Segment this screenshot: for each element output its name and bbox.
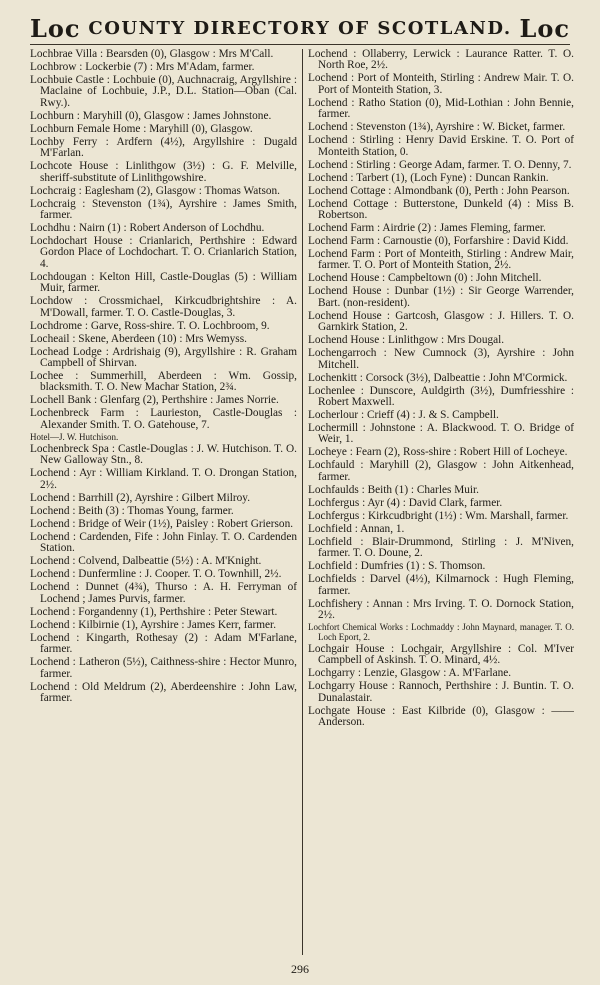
directory-entry: Lochfauld : Maryhill (2), Glasgow : John Aitkenhead, farmer. xyxy=(308,459,574,483)
directory-entry: Lochfield : Blair-Drummond, Stirling : J. M'Niven, farmer. T. O. Doune, 2. xyxy=(308,535,574,560)
directory-entry: Lochfaulds : Beith (1) : Charles Muir. xyxy=(308,483,479,496)
directory-entry: Lochend : Old Meldrum (2), Aberdeenshire : John Law, farmer. xyxy=(30,680,297,704)
directory-entry: Lochgair House : Lochgair, Argyllshire : Col. M'Iver Campbell of Askinsh. T. O. Minard, 4½. xyxy=(308,642,574,667)
directory-entry: Lochdougan : Kelton Hill, Castle-Douglas (5) : William Muir, farmer. xyxy=(30,270,297,295)
directory-entry: Lochburn : Maryhill (0), Glasgow : James Johnstone. xyxy=(30,109,272,122)
right-column xyxy=(302,49,574,955)
directory-entry: Lochbrow : Lockerbie (7) : Mrs M'Adam, farmer. xyxy=(30,61,255,73)
directory-entry: Lochend Cottage : Almondbank (0), Perth : John Pearson. xyxy=(308,184,570,197)
directory-entry: Locherlour : Crieff (4) : J. & S. Campbell. xyxy=(308,409,499,422)
directory-entry: Lochend : Cardenden, Fife : John Finlay. T. O. Cardenden Station. xyxy=(30,530,297,555)
directory-entry: Lochend : Stevenston (1¾), Ayrshire : W. Bicket, farmer. xyxy=(308,121,566,134)
directory-entry: Locheail : Skene, Aberdeen (10) : Mrs Wemyss. xyxy=(30,332,247,345)
directory-entry: Lochdrome : Garve, Ross-shire. T. O. Lochbroom, 9. xyxy=(30,319,270,332)
directory-entry: Lochenbreck Spa : Castle-Douglas : J. W. Hutchison. T. O. New Galloway Stn., 8. xyxy=(30,443,297,467)
directory-entry: Lochgate House : East Kilbride (0), Glasgow : —— Anderson. xyxy=(308,704,574,729)
directory-entry: Lochfields : Darvel (4½), Kilmarnock : Hugh Fleming, farmer. xyxy=(308,573,574,597)
directory-entry: Lochend : Latheron (5½), Caithness-shire : Hector Munro, farmer. xyxy=(30,656,297,680)
directory-entry: Lochenbreck Farm : Laurieston, Castle-Douglas : Alexander Smith. T. O. Gatehouse, 7. xyxy=(30,407,297,431)
directory-entry: Lochead Lodge : Ardrishaig (9), Argyllshire : R. Graham Campbell of Shirvan. xyxy=(30,345,297,370)
directory-entry: Lochee : Summerhill, Aberdeen : Wm. Gossip, blacksmith. T. O. New Machar Station, 2¾. xyxy=(30,370,297,394)
directory-entry: Lochend : Colvend, Dalbeattie (5½) : A. M'Knight. xyxy=(30,555,262,568)
directory-entry: Lochend : Port of Monteith, Stirling : Andrew Mair. T. O. Port of Monteith Station, 3. xyxy=(308,72,574,96)
page-number: 296 xyxy=(291,962,309,976)
directory-entry: Lochenlee : Dunscore, Auldgirth (3½), Dumfriesshire : Robert Maxwell. xyxy=(308,384,574,409)
directory-entry: Lochby Ferry : Ardfern (4½), Argyllshire : Dugald M'Farlan. xyxy=(30,135,297,160)
directory-entry: Lochdow : Crossmichael, Kirkcudbrightshire : A. M'Dowall, farmer. T. O. Castle-Douglas, 3. xyxy=(30,295,297,319)
directory-entry: Lochend : Stirling : George Adam, farmer. T. O. Denny, 7. xyxy=(308,158,572,171)
directory-entry: Lochend : Ayr : William Kirkland. T. O. Drongan Station, 2½. xyxy=(30,467,297,491)
header-left-key: Loc xyxy=(30,13,81,43)
directory-entry: Lochend Cottage : Butterstone, Dunkeld (4) : Miss B. Robertson. xyxy=(308,197,574,222)
entry-columns xyxy=(30,49,575,955)
header-title: COUNTY DIRECTORY OF SCOTLAND. xyxy=(88,17,512,39)
left-column xyxy=(30,49,302,955)
directory-entry: Lochend : Dunfermline : J. Cooper. T. O. Townhill, 2½. xyxy=(30,568,282,581)
directory-entry: Lochend : Forgandenny (1), Perthshire : Peter Stewart. xyxy=(30,605,278,618)
directory-entry: Lochend House : Dunbar (1½) : Sir George Warrender, Bart. (non-resident). xyxy=(308,285,574,309)
directory-entry: Lochend House : Campbeltown (0) : John Mitchell. xyxy=(308,272,542,285)
directory-entry: Hotel—J. W. Hutchison. xyxy=(30,431,119,442)
directory-entry: Lochdochart House : Crianlarich, Perthshire : Edward Gordon Place of Lochdochart. T. O. Crianlarich Station, 4. xyxy=(30,235,297,270)
directory-entry: Lochbuie Castle : Lochbuie (0), Auchnacraig, Argyllshire : Maclaine of Lochbuie, J.P., D.L. Station—Oban (Cal. Rwy.). xyxy=(30,74,297,109)
directory-entry: Lochend : Ollaberry, Lerwick : Laurance Ratter. T. O. North Roe, 2½. xyxy=(308,49,574,72)
directory-entry: Lochcraig : Stevenston (1¾), Ayrshire : James Smith, farmer. xyxy=(30,197,297,222)
directory-entry: Lochend : Kilbirnie (1), Ayrshire : James Kerr, farmer. xyxy=(30,618,277,631)
directory-entry: Lochend : Ratho Station (0), Mid-Lothian : John Bennie, farmer. xyxy=(308,96,574,121)
page-header xyxy=(30,12,570,45)
directory-entry: Lochend Farm : Airdrie (2) : James Fleming, farmer. xyxy=(308,222,546,235)
directory-entry: Lochburn Female Home : Maryhill (0), Glasgow. xyxy=(30,122,253,135)
directory-entry: Lochend Farm : Carnoustie (0), Forfarshire : David Kidd. xyxy=(308,235,569,248)
directory-entry: Lochend : Kingarth, Rothesay (2) : Adam M'Farlane, farmer. xyxy=(30,631,297,656)
directory-entry: Lochend : Stirling : Henry David Erskine. T. O. Port of Monteith Station, 0. xyxy=(308,134,574,158)
directory-entry: Lochcote House : Linlithgow (3½) : G. F. Melville, sheriff-substitute of Linlithgowshire. xyxy=(30,160,297,184)
directory-entry: Lochend : Barrhill (2), Ayrshire : Gilbert Milroy. xyxy=(30,491,251,504)
directory-entry: Lochbrae Villa : Bearsden (0), Glasgow : Mrs M'Call. xyxy=(30,49,274,60)
directory-entry: Locheye : Fearn (2), Ross-shire : Robert Hill of Locheye. xyxy=(308,446,568,459)
directory-entry: Lochend : Beith (3) : Thomas Young, farmer. xyxy=(30,504,234,517)
directory-entry: Lochend House : Linlithgow : Mrs Dougal. xyxy=(308,334,505,347)
directory-entry: Lochend : Dunnet (4¾), Thurso : A. H. Ferryman of Lochend ; James Purvis, farmer. xyxy=(30,581,297,605)
directory-entry: Lochend : Bridge of Weir (1½), Paisley : Robert Grierson. xyxy=(30,517,294,530)
directory-entry: Lochgarry : Lenzie, Glasgow : A. M'Farlane. xyxy=(308,667,512,680)
directory-entry: Lochend House : Gartcosh, Glasgow : J. Hillers. T. O. Garnkirk Station, 2. xyxy=(308,309,574,334)
directory-entry: Lochell Bank : Glenfarg (2), Perthshire : James Norrie. xyxy=(30,394,279,407)
directory-entry: Lochfergus : Kirkcudbright (1½) : Wm. Marshall, farmer. xyxy=(308,509,569,522)
directory-entry: Lochermill : Johnstone : A. Blackwood. T. O. Bridge of Weir, 1. xyxy=(308,422,574,446)
directory-entry: Lochend : Tarbert (1), (Loch Fyne) : Duncan Rankin. xyxy=(308,171,549,184)
directory-entry: Lochfort Chemical Works : Lochmaddy : John Maynard, manager. T. O. Loch Eport, 2. xyxy=(308,622,574,642)
directory-entry: Lochcraig : Eaglesham (2), Glasgow : Thomas Watson. xyxy=(30,184,280,197)
directory-entry: Lochfergus : Ayr (4) : David Clark, farmer. xyxy=(308,496,503,509)
header-right-key: Loc xyxy=(519,13,570,43)
directory-entry: Lochgarry House : Rannoch, Perthshire : J. Buntin. T. O. Dunalastair. xyxy=(308,680,574,704)
directory-entry: Lochfishery : Annan : Mrs Irving. T. O. Dornock Station, 2½. xyxy=(308,597,574,622)
directory-entry: Lochdhu : Nairn (1) : Robert Anderson of Lochdhu. xyxy=(30,222,265,235)
directory-entry: Lochfield : Annan, 1. xyxy=(308,522,405,535)
directory-entry: Lochfield : Dumfries (1) : S. Thomson. xyxy=(308,560,486,573)
directory-entry: Lochenkitt : Corsock (3½), Dalbeattie : John M'Cormick. xyxy=(308,371,568,384)
directory-entry: Lochend Farm : Port of Monteith, Stirling : Andrew Mair, farmer. T. O. Port of Monteith Station, 2½. xyxy=(308,248,574,272)
directory-entry: Lochengarroch : New Cumnock (3), Ayrshire : John Mitchell. xyxy=(308,347,574,371)
